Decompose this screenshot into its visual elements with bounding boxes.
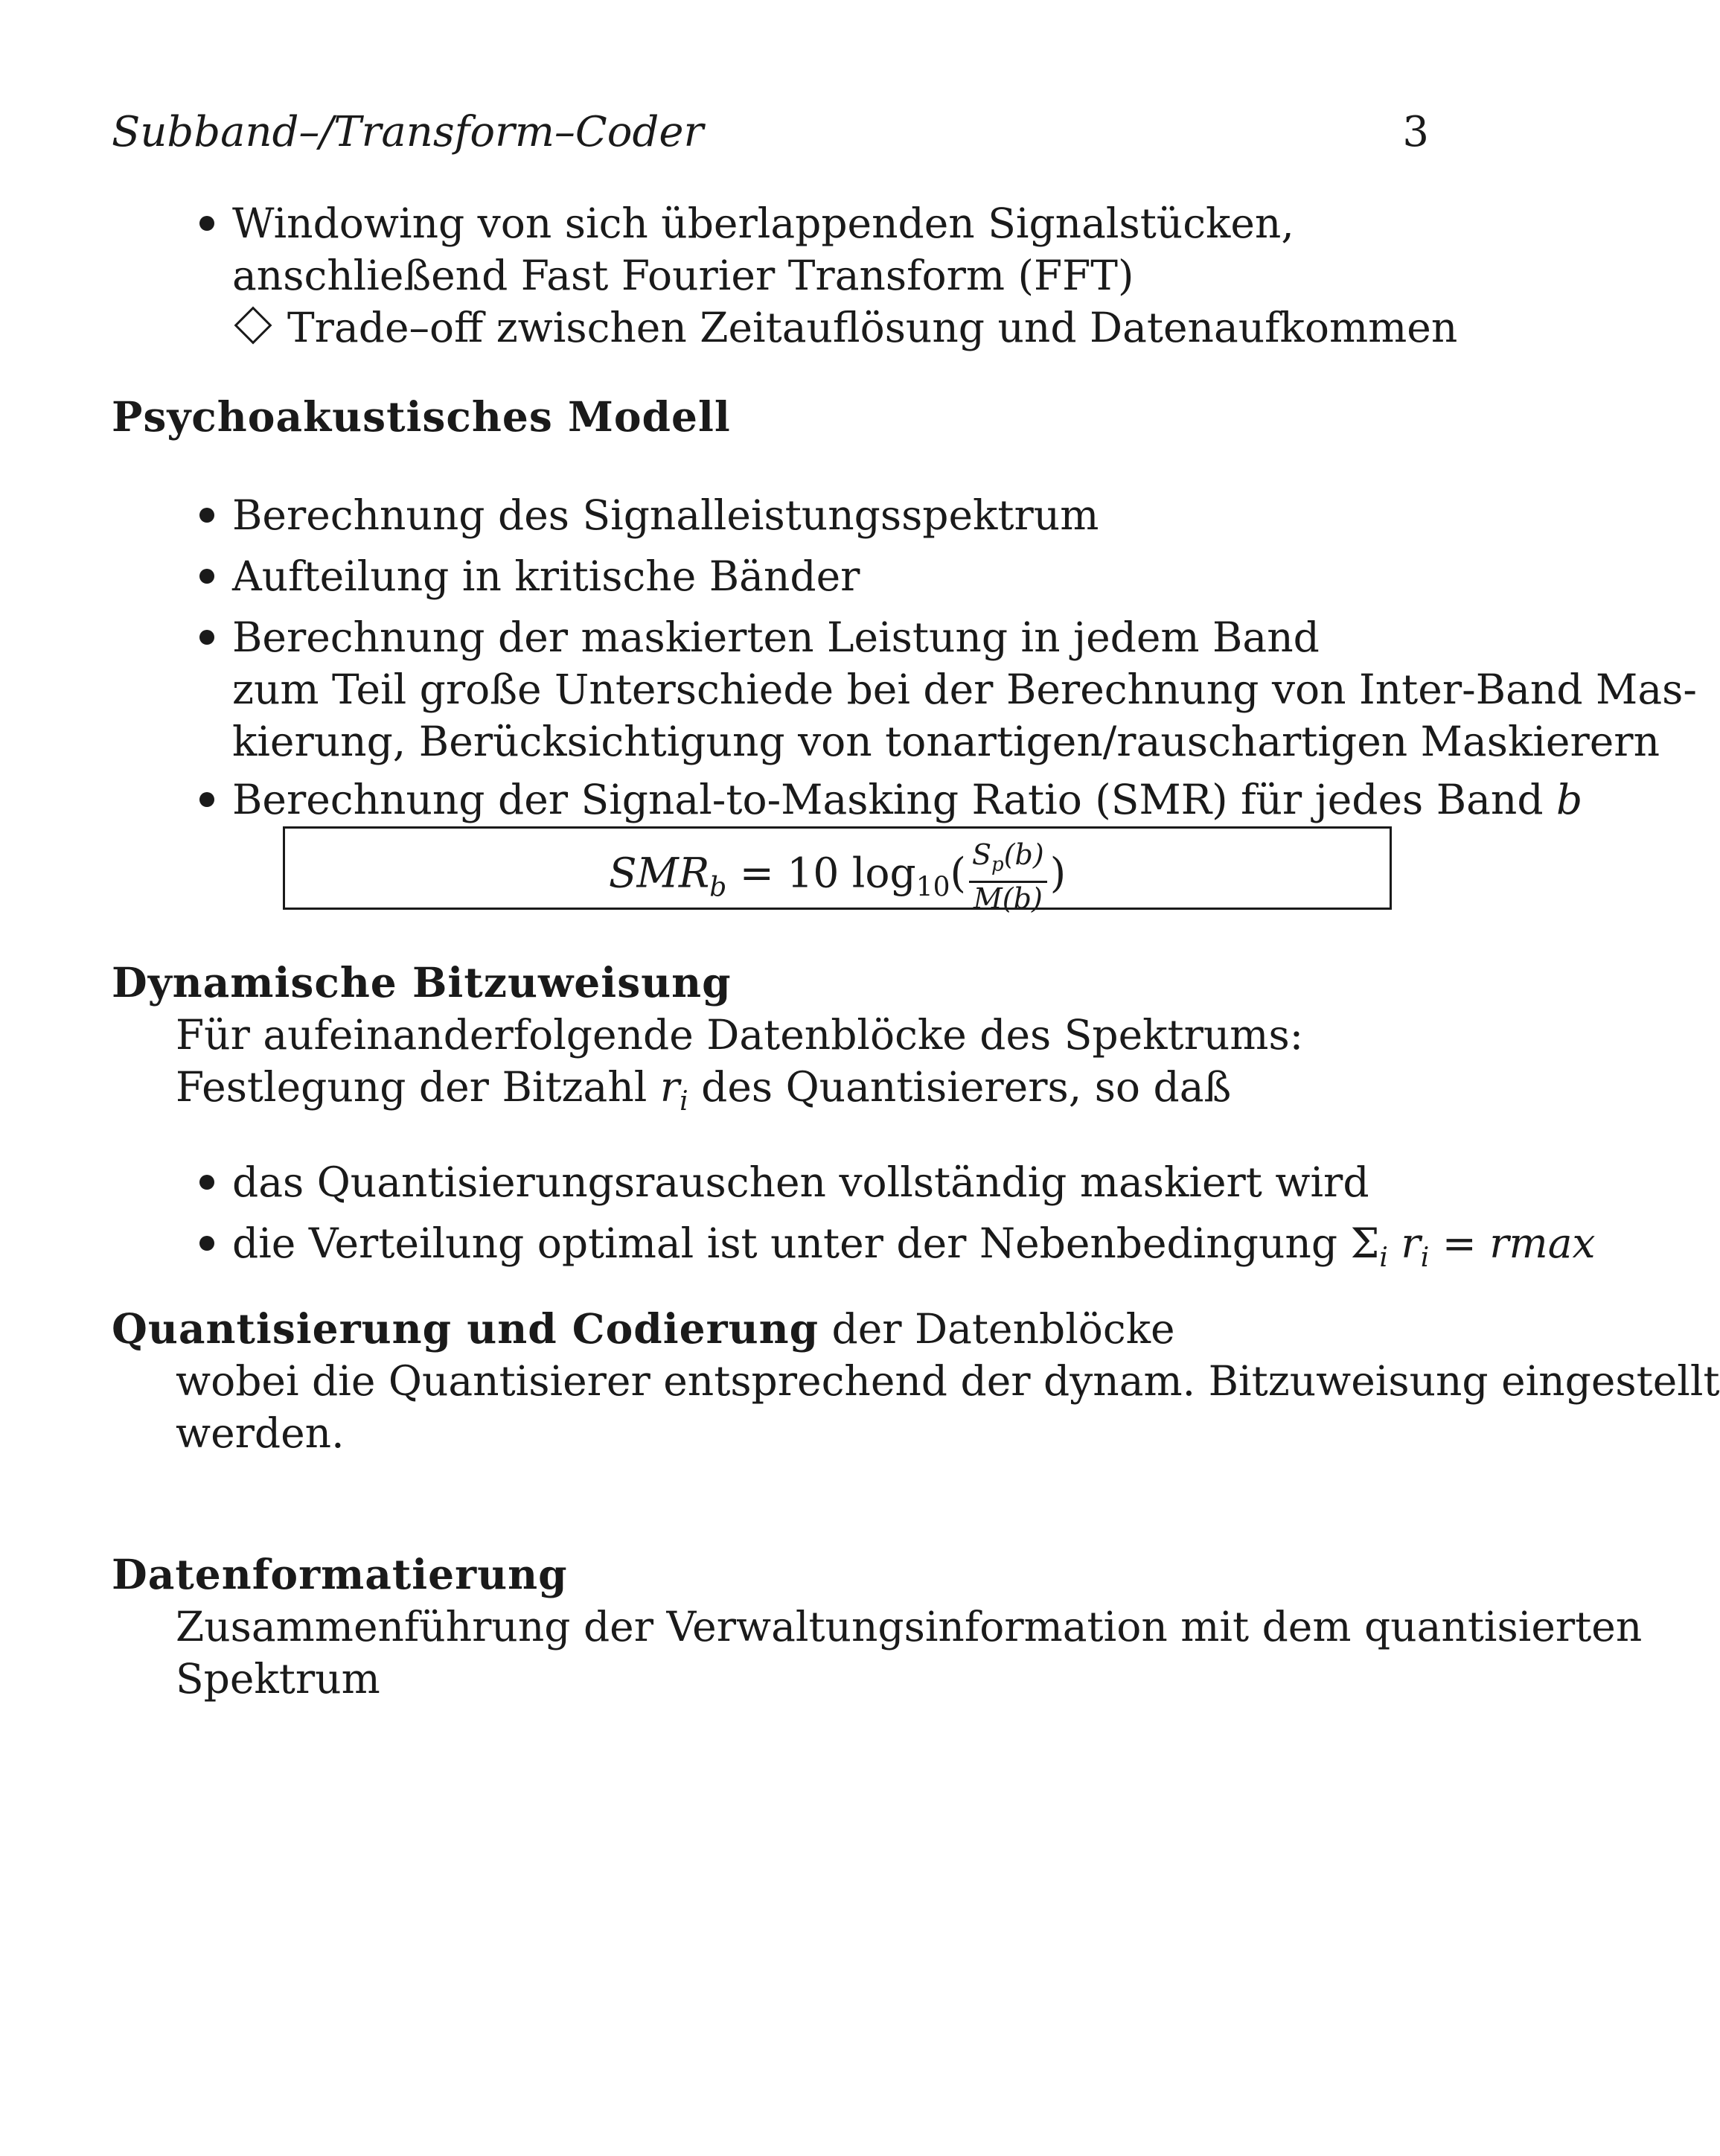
section-heading-psycho: Psychoakustisches Modell [112,392,731,441]
sum-sub: i [1379,1243,1388,1273]
formula-box [283,826,1392,915]
bullet-icon [199,508,214,523]
psycho-bullet-3-line3: kierung, Berücksichtigung von tonartigen/rauschartigen Maskierern [232,718,1660,765]
bitcount-sub: i [680,1086,688,1117]
formula-num-sub: p [991,853,1004,876]
psycho-bullet-4 [232,774,1582,826]
band-variable: b [1556,776,1583,823]
bullet-icon [199,792,214,807]
psycho-bullet-1: Berechnung des Signalleistungsspektrum [232,491,1099,539]
dyn-line2 [176,1061,1231,1128]
intro-bullet-line1: Windowing von sich überlappenden Signalstücken, [232,200,1294,247]
page-number: 3 [1402,108,1429,156]
psycho-bullet-4-text: Berechnung der Signal-to-Masking Ratio (SMR) für jedes Band [232,776,1544,823]
sum-r-sub: i [1420,1243,1430,1273]
dyn-line2-pre: Festlegung der Bitzahl [176,1063,648,1111]
formula-lhs: SMR [608,849,710,897]
section-heading-quant: Quantisierung und Codierung [112,1304,819,1353]
sum-r: r [1401,1219,1421,1267]
section-heading-dyn: Dynamische Bitzuweisung [112,958,732,1007]
dyn-bullet-1: das Quantisierungsrauschen vollständig maskiert wird [232,1158,1369,1206]
intro-bullet-line2: anschließend Fast Fourier Transform (FFT) [232,252,1134,299]
psycho-bullet-2: Aufteilung in kritische Bänder [232,552,860,600]
quant-line2: werden. [176,1409,345,1457]
formula-numerator [969,839,1047,883]
section-heading-format: Datenformatierung [112,1550,568,1598]
quant-line1: wobei die Quantisierer entsprechend der dynam. Bitzuweisung eingestellt [176,1357,1720,1405]
formula-close-paren: ) [1049,849,1067,897]
formula-denominator: M(b) [973,881,1043,915]
diamond-text: Trade–off zwischen Zeitauflösung und Datenaufkommen [287,304,1458,351]
bitcount-variable: r [659,1063,680,1111]
format-line1: Zusammenführung der Verwaltungsinformation mit dem quantisierten [176,1603,1643,1651]
formula-open-paren: ( [950,849,966,897]
intro-diamond-line [232,302,1457,354]
sum-rest: = rmax [1442,1219,1596,1267]
quant-heading-rest: der Datenblöcke [831,1305,1175,1353]
formula-num-arg: (b) [1003,838,1044,871]
formula-eq: = 10 log [739,849,916,897]
format-line2: Spektrum [176,1655,380,1703]
running-header-title: Subband–/Transform–Coder [112,108,704,156]
quant-heading-line [112,1303,1175,1355]
bullet-icon [199,630,214,645]
dyn-line2-post: des Quantisierers, so daß [701,1063,1232,1111]
psycho-bullet-3-line1: Berechnung der maskierten Leistung in jedem Band [232,613,1320,661]
formula-log-sub: 10 [915,872,950,903]
formula-fraction [969,839,1047,914]
smr-formula [285,839,1390,914]
formula-num-symbol: S [972,838,992,871]
diamond-icon [234,307,272,345]
formula-lhs-sub: b [709,872,727,903]
bullet-icon [199,1236,214,1251]
psycho-bullet-3-line2: zum Teil große Unterschiede bei der Berechnung von Inter-Band Mas- [232,666,1697,713]
dyn-line1: Für aufeinanderfolgende Datenblöcke des Spektrums: [176,1011,1304,1059]
bullet-icon [199,569,214,584]
bullet-icon [199,1175,214,1190]
dyn-bullet-2 [232,1217,1596,1284]
dyn-bullet-2-text: die Verteilung optimal ist unter der Nebenbedingung [232,1219,1338,1267]
bullet-icon [199,216,214,231]
sum-symbol: Σ [1350,1219,1380,1267]
